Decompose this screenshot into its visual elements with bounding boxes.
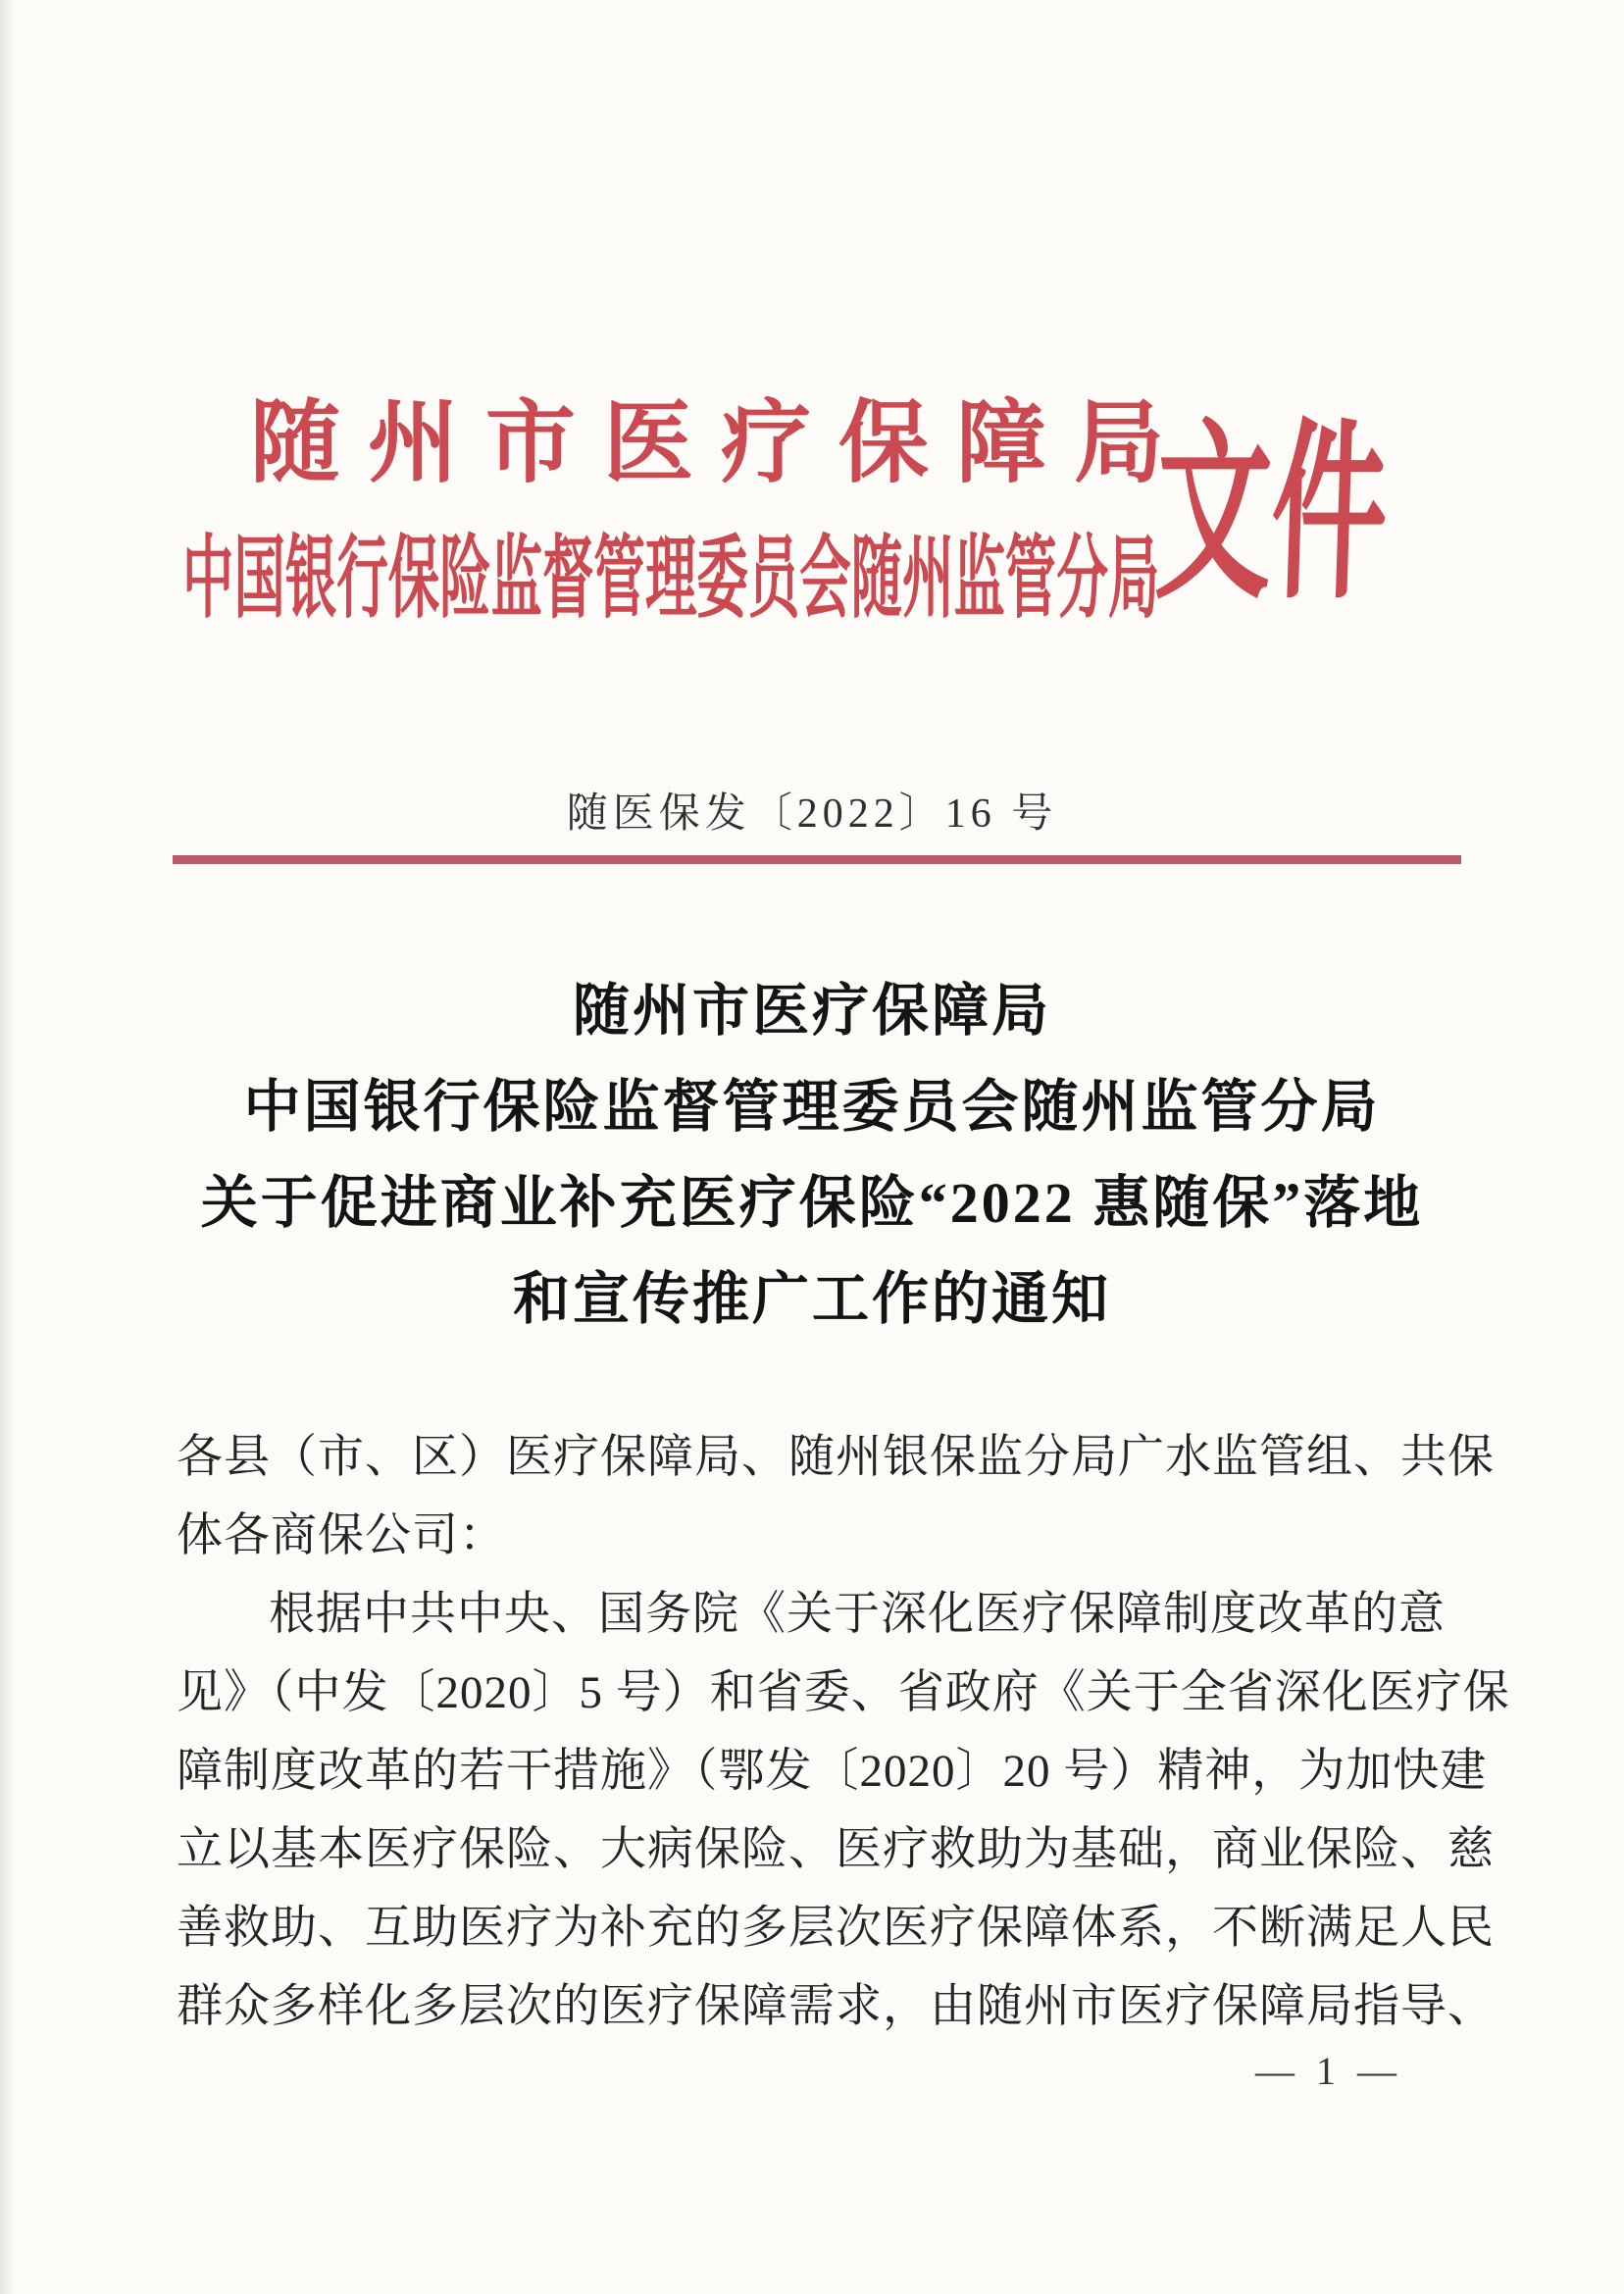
- paragraph-line: 群众多样化多层次的医疗保障需求，由随州市医疗保障局指导、: [177, 1981, 1495, 2032]
- letterhead-red-rule: [173, 855, 1461, 864]
- title-line-3: 关于促进商业补充医疗保险“2022 惠随保”落地: [200, 1171, 1424, 1235]
- title-line-1: 随州市医疗保障局: [572, 979, 1051, 1043]
- letterhead-org-name-2: 中国银行保险监督管理委员会随州监管分局: [182, 529, 1160, 629]
- paragraph-line: 立以基本医疗保险、大病保险、医疗救助为基础，商业保险、慈: [177, 1824, 1495, 1875]
- letterhead-doc-type-label: 文件: [1152, 409, 1391, 622]
- paragraph-line: 根据中共中央、国务院《关于深化医疗保障制度改革的意: [269, 1589, 1446, 1640]
- title-line-2: 中国银行保险监督管理委员会随州监管分局: [243, 1075, 1381, 1139]
- salutation-line: 各县（市、区）医疗保障局、随州银保监分局广水监管组、共保: [177, 1432, 1495, 1483]
- page-number: — 1 —: [1255, 2049, 1402, 2093]
- document-body: [177, 1418, 1510, 2046]
- paragraph-line: 善救助、互助医疗为补充的多层次医疗保障体系，不断满足人民: [177, 1903, 1495, 1954]
- scan-artifact-edge: [0, 0, 14, 2294]
- document-reference-number: 随医保发〔2022〕16 号: [566, 791, 1058, 837]
- paragraph-line: 障制度改革的若干措施》（鄂发〔2020〕20 号）精神，为加快建: [177, 1746, 1488, 1797]
- title-line-4: 和宣传推广工作的通知: [512, 1267, 1111, 1331]
- salutation-line: 体各商保公司：: [177, 1510, 506, 1561]
- letterhead-org-name-1: 随州市医疗保障局: [250, 393, 1193, 493]
- paragraph-line: 见》（中发〔2020〕5 号）和省委、省政府《关于全省深化医疗保: [177, 1667, 1510, 1718]
- document-title: [59, 963, 1565, 1348]
